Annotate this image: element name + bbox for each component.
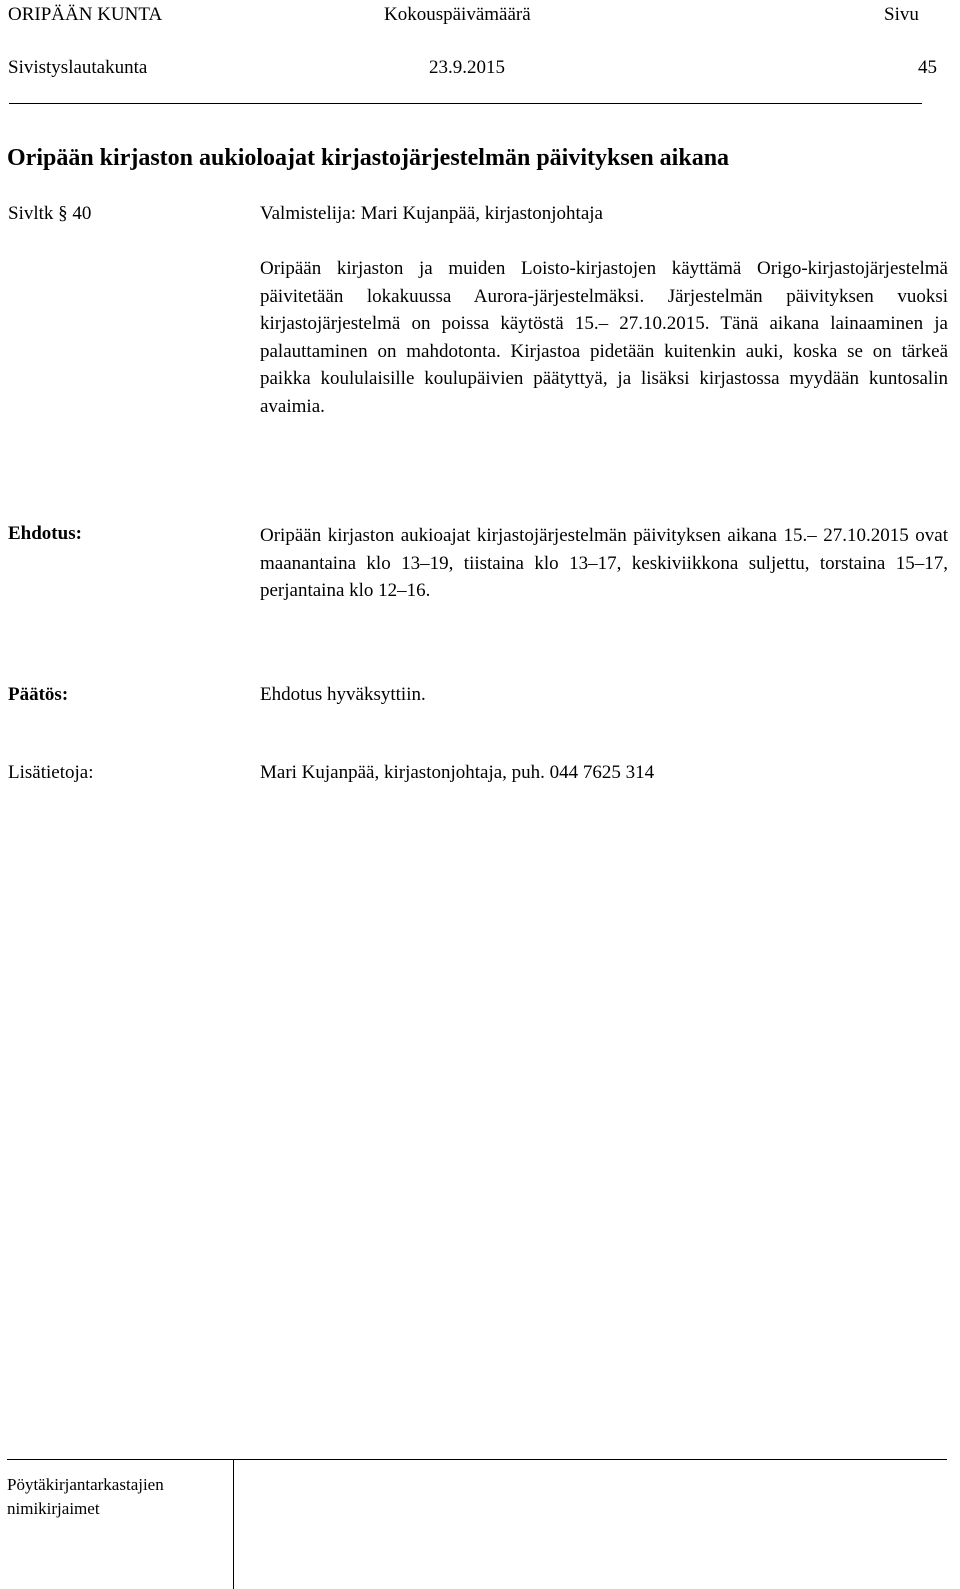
footer	[7, 1459, 957, 1589]
info-text: Mari Kujanpää, kirjastonjohtaja, puh. 044 7625 314	[260, 762, 655, 783]
proposal-text: Oripään kirjaston aukioajat kirjastojärjestelmän päivityksen aikana 15.– 27.10.2015 ovat maanantaina klo 13–19, tiistaina klo 13–17, keskiviikkona suljettu, torstaina 15–17, perjantaina klo 12–16.	[260, 525, 948, 601]
meeting-date-label: Kokouspäivämäärä	[384, 4, 531, 25]
page-label: Sivu	[884, 4, 919, 25]
header-rule	[9, 103, 922, 104]
footer-divider	[233, 1459, 234, 1589]
meeting-date: 23.9.2015	[429, 57, 505, 78]
info-label: Lisätietoja:	[8, 762, 94, 783]
initials-label: Pöytäkirjantarkastajien nimikirjaimet	[7, 1475, 164, 1518]
decision-label: Päätös:	[8, 684, 69, 705]
committee-name: Sivistyslautakunta	[8, 57, 148, 78]
background-paragraph: Oripään kirjaston ja muiden Loisto-kirjastojen käyttämä Origo-kirjastojärjestelmä päivitetään lokakuussa Aurora-järjestelmäksi. Järjestelmän päivityksen vuoksi kirjastojärjestelmä on poissa käytöstä 15.– 27.10.2015. Tänä aikana lainaaminen ja palauttaminen on mahdotonta. Kirjastoa pidetään kuitenkin auki, koska se on tärkeä paikka koululaisille koulupäivien päätyttyä, ja lisäksi kirjastossa myydään kuntosalin avaimia.	[260, 258, 948, 417]
document-title: Oripään kirjaston aukioloajat kirjastojärjestelmän päivityksen aikana	[7, 145, 730, 171]
municipality-name: ORIPÄÄN KUNTA	[8, 4, 163, 25]
footer-rule	[7, 1459, 947, 1460]
page-number: 45	[918, 57, 937, 78]
decision-text: Ehdotus hyväksyttiin.	[260, 684, 426, 705]
section-reference: Sivltk § 40	[8, 203, 92, 224]
preparer: Valmistelija: Mari Kujanpää, kirjastonjohtaja	[260, 203, 603, 224]
proposal-label: Ehdotus:	[8, 523, 82, 544]
